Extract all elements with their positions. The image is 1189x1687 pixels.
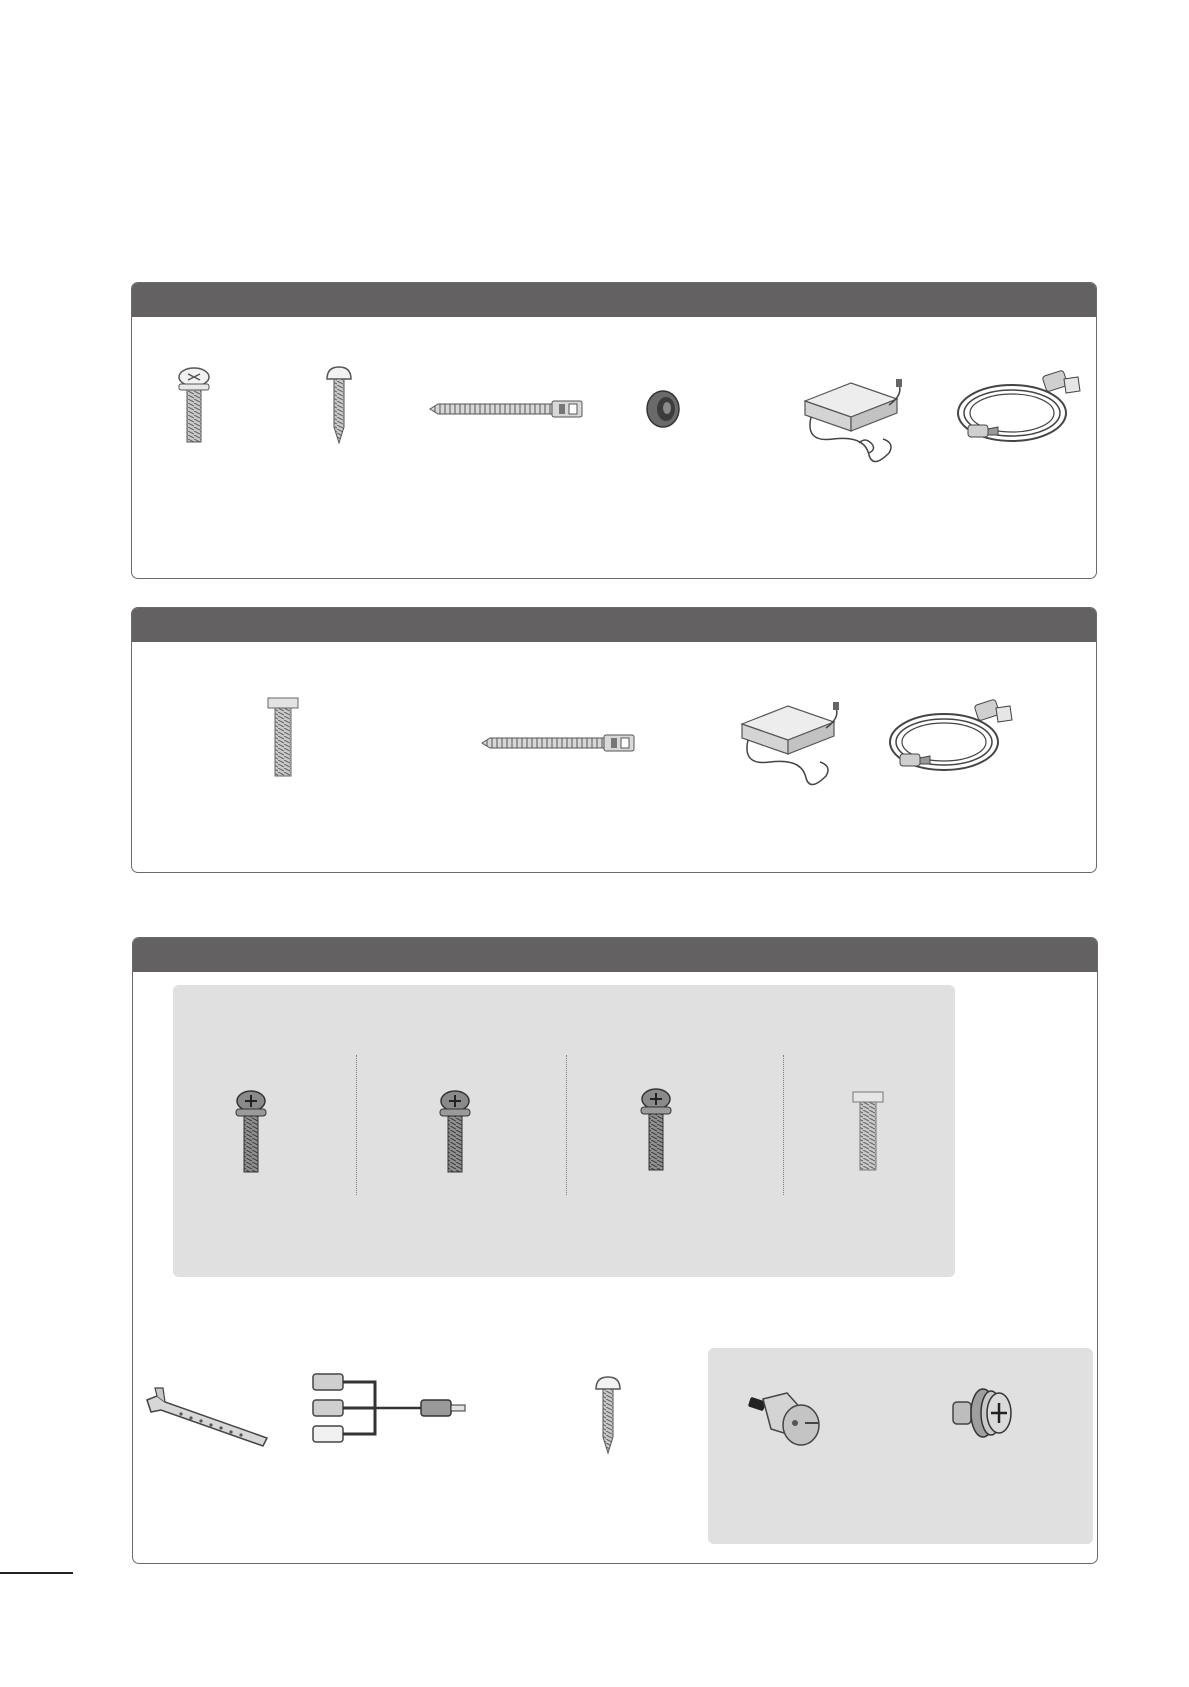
power-cord-icon [954, 369, 1084, 449]
panel-header [132, 608, 1096, 642]
screw-group-box [173, 985, 955, 1277]
av-gender-cable-icon [311, 1370, 471, 1450]
bolt-icon [851, 1090, 885, 1172]
wood-screw-icon [325, 365, 353, 445]
screw-with-washer-icon [639, 1088, 673, 1172]
rubber-cap-icon [645, 389, 681, 429]
power-cord-icon [886, 698, 1016, 778]
panel-header [133, 938, 1097, 972]
bolt-icon [266, 696, 300, 778]
screw-with-washer-icon [176, 367, 212, 445]
accessory-panel-2 [131, 607, 1097, 873]
accessory-panel-1 [131, 282, 1097, 579]
wall-mount-pin-icon [745, 1383, 835, 1453]
footer-rule [0, 1572, 73, 1574]
cable-tie-icon [428, 399, 588, 419]
screw-with-washer-icon [438, 1090, 472, 1174]
dotted-divider [566, 1055, 567, 1195]
ac-adapter-icon [799, 373, 909, 473]
cable-tie-icon [480, 733, 640, 753]
dotted-divider [356, 1055, 357, 1195]
panel-header [132, 283, 1096, 317]
wood-screw-icon [594, 1375, 622, 1455]
dotted-divider [783, 1055, 784, 1195]
accessory-panel-3 [132, 937, 1098, 1564]
bolt-with-spacer-icon [951, 1384, 1021, 1444]
screw-with-washer-icon [234, 1090, 268, 1174]
ac-adapter-icon [736, 696, 846, 796]
cable-holder-icon [141, 1390, 271, 1450]
